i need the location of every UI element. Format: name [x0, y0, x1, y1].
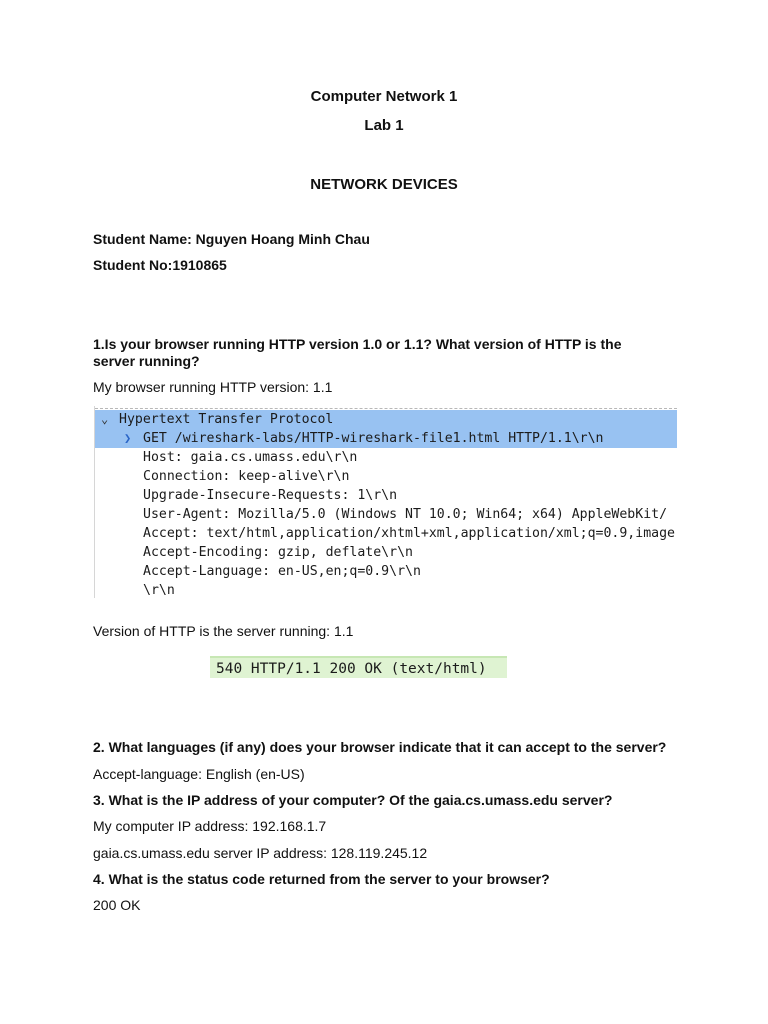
student-name: Student Name: Nguyen Hoang Minh Chau [93, 231, 370, 247]
capture-line-text: Host: gaia.cs.umass.edu\r\n [143, 450, 358, 465]
question-2: 2. What languages (if any) does your browser indicate that it can accept to the server? [93, 739, 667, 755]
question-1-line-2: server running? [93, 353, 200, 369]
lab-title: Lab 1 [364, 117, 404, 134]
question-3: 3. What is the IP address of your computer? Of the gaia.cs.umass.edu server? [93, 792, 613, 808]
question-4: 4. What is the status code returned from the server to your browser? [93, 871, 550, 887]
answer-3-computer-ip: My computer IP address: 192.168.1.7 [93, 818, 327, 834]
capture-line [95, 429, 677, 448]
answer-3-server-ip: gaia.cs.umass.edu server IP address: 128.119.245.12 [93, 845, 428, 861]
capture-line-text: Connection: keep-alive\r\n [143, 469, 350, 484]
cropped-edge [95, 406, 677, 409]
answer-4: 200 OK [93, 897, 141, 913]
capture-line [95, 524, 677, 543]
capture-line-text: GET /wireshark-labs/HTTP-wireshark-file1.html HTTP/1.1\r\n [143, 431, 604, 446]
capture-line [95, 543, 677, 562]
chevron-right-icon: ❯ [124, 431, 132, 445]
capture-line-text: \r\n [143, 583, 175, 598]
capture-line-text: Accept-Language: en-US,en;q=0.9\r\n [143, 564, 421, 579]
capture-line [95, 467, 677, 486]
capture-line [95, 581, 677, 598]
capture-line [95, 505, 677, 524]
capture-line-text: Upgrade-Insecure-Requests: 1\r\n [143, 488, 398, 503]
capture-line [95, 448, 677, 467]
capture-line-text: Accept: text/html,application/xhtml+xml,application/xml;q=0.9,image [143, 526, 675, 541]
answer-2: Accept-language: English (en-US) [93, 766, 305, 782]
http-tree-header-row [95, 410, 677, 429]
wireshark-request-screenshot [94, 406, 677, 598]
student-number: Student No:1910865 [93, 257, 227, 273]
capture-line [95, 562, 677, 581]
chevron-down-icon: ⌄ [101, 412, 109, 426]
wireshark-response-screenshot: 540 HTTP/1.1 200 OK (text/html) [210, 656, 507, 678]
http-tree-header: Hypertext Transfer Protocol [119, 412, 334, 427]
capture-line-text: Accept-Encoding: gzip, deflate\r\n [143, 545, 413, 560]
course-title: Computer Network 1 [310, 88, 458, 105]
question-1-line-1: 1.Is your browser running HTTP version 1.0 or 1.1? What version of HTTP is the [93, 336, 622, 352]
answer-1-server-version: Version of HTTP is the server running: 1.1 [93, 623, 354, 639]
document-title: NETWORK DEVICES [310, 176, 458, 193]
capture-line-text: User-Agent: Mozilla/5.0 (Windows NT 10.0; Win64; x64) AppleWebKit/ [143, 507, 668, 522]
answer-1-browser-version: My browser running HTTP version: 1.1 [93, 379, 333, 395]
capture-line [95, 486, 677, 505]
